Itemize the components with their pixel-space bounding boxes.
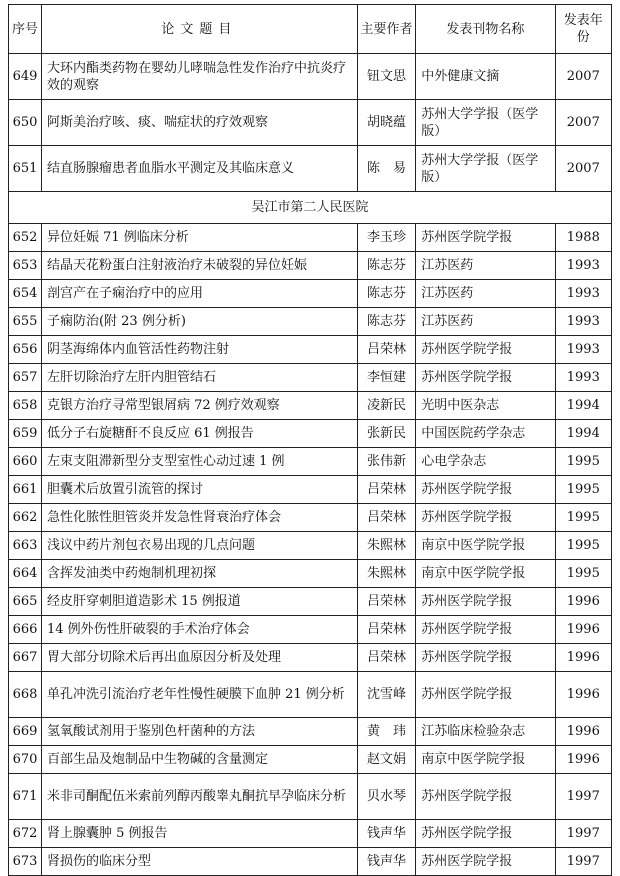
- row-title: 左肝切除治疗左肝内胆管结石: [41, 364, 357, 392]
- row-year: 1988: [555, 224, 611, 252]
- row-number: 654: [9, 280, 42, 308]
- row-year: 2007: [555, 100, 611, 146]
- row-title: 急性化脓性胆管炎并发急性肾衰治疗体会: [41, 504, 357, 532]
- row-number: 665: [9, 588, 42, 616]
- row-journal: 南京中医学院学报: [416, 746, 555, 774]
- row-journal: 中国医院药学杂志: [416, 420, 555, 448]
- row-title: 低分子右旋糖酐不良反应 61 例报告: [41, 420, 357, 448]
- row-author: 吕荣林: [357, 616, 415, 644]
- row-journal: 苏州医学院学报: [416, 364, 555, 392]
- header-number: 序号: [9, 5, 42, 54]
- table-row: [9, 420, 612, 448]
- row-number: 668: [9, 672, 42, 718]
- row-title: 米非司酮配伍米索前列醇丙酸睾丸酮抗早孕临床分析: [41, 774, 357, 820]
- row-title: 阴茎海绵体内血管活性药物注射: [41, 336, 357, 364]
- row-title: 百部生品及炮制品中生物碱的含量测定: [41, 746, 357, 774]
- table-row: [9, 308, 612, 336]
- table-row: [9, 774, 612, 820]
- row-year: 2007: [555, 146, 611, 192]
- table-row: [9, 392, 612, 420]
- row-year: 1993: [555, 364, 611, 392]
- row-number: 673: [9, 848, 42, 876]
- row-journal: 苏州医学院学报: [416, 616, 555, 644]
- row-journal: 光明中医杂志: [416, 392, 555, 420]
- row-journal: 江苏医药: [416, 308, 555, 336]
- table-row: [9, 616, 612, 644]
- row-author: 沈雪峰: [357, 672, 415, 718]
- row-title: 子痫防治(附 23 例分析): [41, 308, 357, 336]
- row-author: 张伟新: [357, 448, 415, 476]
- table-row: [9, 746, 612, 774]
- row-author: 黄 玮: [357, 718, 415, 746]
- row-number: 672: [9, 820, 42, 848]
- row-journal: 苏州医学院学报: [416, 672, 555, 718]
- row-journal: 苏州医学院学报: [416, 820, 555, 848]
- row-number: 660: [9, 448, 42, 476]
- row-number: 656: [9, 336, 42, 364]
- row-year: 1994: [555, 392, 611, 420]
- row-journal: 苏州大学学报（医学版）: [416, 146, 555, 192]
- row-title: 单孔冲洗引流治疗老年性慢性硬膜下血肿 21 例分析: [41, 672, 357, 718]
- row-title: 异位妊娠 71 例临床分析: [41, 224, 357, 252]
- row-author: 吕荣林: [357, 476, 415, 504]
- table-body-second-group: [9, 224, 612, 876]
- row-author: 陈志芬: [357, 280, 415, 308]
- row-number: 650: [9, 100, 42, 146]
- row-journal: 心电学杂志: [416, 448, 555, 476]
- row-title: 14 例外伤性肝破裂的手术治疗体会: [41, 616, 357, 644]
- table-row: [9, 336, 612, 364]
- row-number: 667: [9, 644, 42, 672]
- table-row: [9, 588, 612, 616]
- header-title: 论文题目: [41, 5, 357, 54]
- row-author: 朱熙林: [357, 560, 415, 588]
- row-title: 经皮肝穿刺胆道造影术 15 例报道: [41, 588, 357, 616]
- row-author: 陈 易: [357, 146, 415, 192]
- row-year: 1994: [555, 420, 611, 448]
- table-row: [9, 476, 612, 504]
- row-title: 肾上腺囊肿 5 例报告: [41, 820, 357, 848]
- row-number: 652: [9, 224, 42, 252]
- row-journal: 苏州大学学报（医学版）: [416, 100, 555, 146]
- row-journal: 苏州医学院学报: [416, 504, 555, 532]
- row-journal: 苏州医学院学报: [416, 588, 555, 616]
- row-author: 钮文思: [357, 54, 415, 100]
- table-row: [9, 252, 612, 280]
- table-row: [9, 504, 612, 532]
- row-year: 1996: [555, 616, 611, 644]
- row-title: 胃大部分切除术后再出血原因分析及处理: [41, 644, 357, 672]
- row-journal: 南京中医学院学报: [416, 532, 555, 560]
- row-title: 含挥发油类中药炮制机理初探: [41, 560, 357, 588]
- table-row: [9, 848, 612, 876]
- row-number: 666: [9, 616, 42, 644]
- row-journal: 苏州医学院学报: [416, 476, 555, 504]
- row-year: 1995: [555, 504, 611, 532]
- header-year: 发表年份: [555, 5, 611, 54]
- row-number: 671: [9, 774, 42, 820]
- row-author: 吕荣林: [357, 644, 415, 672]
- row-number: 662: [9, 504, 42, 532]
- row-author: 陈志芬: [357, 308, 415, 336]
- row-journal: 南京中医学院学报: [416, 560, 555, 588]
- row-year: 1996: [555, 672, 611, 718]
- row-number: 669: [9, 718, 42, 746]
- table-row: [9, 280, 612, 308]
- row-author: 钱声华: [357, 820, 415, 848]
- row-title: 阿斯美治疗咳、痰、喘症状的疗效观察: [41, 100, 357, 146]
- row-title: 结直肠腺瘤患者血脂水平测定及其临床意义: [41, 146, 357, 192]
- table-row: [9, 100, 612, 146]
- row-author: 胡晓蕴: [357, 100, 415, 146]
- row-number: 659: [9, 420, 42, 448]
- table-header-row: [9, 5, 612, 54]
- publication-table: [8, 4, 612, 876]
- row-year: 1996: [555, 718, 611, 746]
- table-row: [9, 820, 612, 848]
- table-row: [9, 224, 612, 252]
- row-title: 肾损伤的临床分型: [41, 848, 357, 876]
- row-title: 浅议中药片剂包衣易出现的几点问题: [41, 532, 357, 560]
- table-row: [9, 54, 612, 100]
- row-author: 吕荣林: [357, 588, 415, 616]
- row-number: 649: [9, 54, 42, 100]
- row-year: 1995: [555, 476, 611, 504]
- row-author: 吕荣林: [357, 336, 415, 364]
- row-journal: 江苏医药: [416, 280, 555, 308]
- row-title: 克银方治疗寻常型银屑病 72 例疗效观察: [41, 392, 357, 420]
- row-number: 658: [9, 392, 42, 420]
- table-row: [9, 644, 612, 672]
- table-body-first-group: [9, 54, 612, 192]
- row-year: 1996: [555, 588, 611, 616]
- row-number: 661: [9, 476, 42, 504]
- row-journal: 苏州医学院学报: [416, 224, 555, 252]
- row-author: 贝水琴: [357, 774, 415, 820]
- row-title: 结晶天花粉蛋白注射液治疗未破裂的异位妊娠: [41, 252, 357, 280]
- row-journal: 苏州医学院学报: [416, 644, 555, 672]
- row-journal: 江苏临床检验杂志: [416, 718, 555, 746]
- row-title: 氢氧酸试剂用于鉴别色杆菌种的方法: [41, 718, 357, 746]
- row-year: 1993: [555, 252, 611, 280]
- row-year: 1993: [555, 336, 611, 364]
- row-year: 1996: [555, 746, 611, 774]
- table-row: [9, 532, 612, 560]
- row-number: 664: [9, 560, 42, 588]
- row-number: 653: [9, 252, 42, 280]
- row-number: 655: [9, 308, 42, 336]
- row-author: 钱声华: [357, 848, 415, 876]
- row-journal: 苏州医学院学报: [416, 774, 555, 820]
- row-author: 李玉珍: [357, 224, 415, 252]
- table-row: [9, 364, 612, 392]
- row-year: 1995: [555, 532, 611, 560]
- row-author: 张新民: [357, 420, 415, 448]
- row-author: 朱熙林: [357, 532, 415, 560]
- table-section: [9, 192, 612, 224]
- row-year: 1995: [555, 448, 611, 476]
- row-author: 李恒建: [357, 364, 415, 392]
- table-row: [9, 448, 612, 476]
- row-year: 1997: [555, 848, 611, 876]
- section-hospital-name: 吴江市第二人民医院: [9, 192, 612, 224]
- table-row: [9, 672, 612, 718]
- header-author: 主要作者: [357, 5, 415, 54]
- row-title: 剖宫产在子痫治疗中的应用: [41, 280, 357, 308]
- row-number: 670: [9, 746, 42, 774]
- row-author: 陈志芬: [357, 252, 415, 280]
- row-author: 赵文娟: [357, 746, 415, 774]
- table-row: [9, 146, 612, 192]
- row-number: 663: [9, 532, 42, 560]
- row-title: 胆囊术后放置引流管的探讨: [41, 476, 357, 504]
- row-journal: 苏州医学院学报: [416, 848, 555, 876]
- table-row: [9, 560, 612, 588]
- row-number: 657: [9, 364, 42, 392]
- row-journal: 苏州医学院学报: [416, 336, 555, 364]
- row-year: 1995: [555, 560, 611, 588]
- row-year: 1997: [555, 774, 611, 820]
- header-journal: 发表刊物名称: [416, 5, 555, 54]
- row-year: 1997: [555, 820, 611, 848]
- row-title: 大环内酯类药物在婴幼儿哮喘急性发作治疗中抗炎疗效的观察: [41, 54, 357, 100]
- row-journal: 中外健康文摘: [416, 54, 555, 100]
- table-row: [9, 718, 612, 746]
- row-author: 凌新民: [357, 392, 415, 420]
- row-title: 左束支阻滞新型分支型室性心动过速 1 例: [41, 448, 357, 476]
- row-year: 1996: [555, 644, 611, 672]
- publication-table-page: [8, 4, 612, 876]
- row-journal: 江苏医药: [416, 252, 555, 280]
- row-number: 651: [9, 146, 42, 192]
- row-year: 1993: [555, 280, 611, 308]
- section-row: [9, 192, 612, 224]
- row-year: 2007: [555, 54, 611, 100]
- row-year: 1993: [555, 308, 611, 336]
- row-author: 吕荣林: [357, 504, 415, 532]
